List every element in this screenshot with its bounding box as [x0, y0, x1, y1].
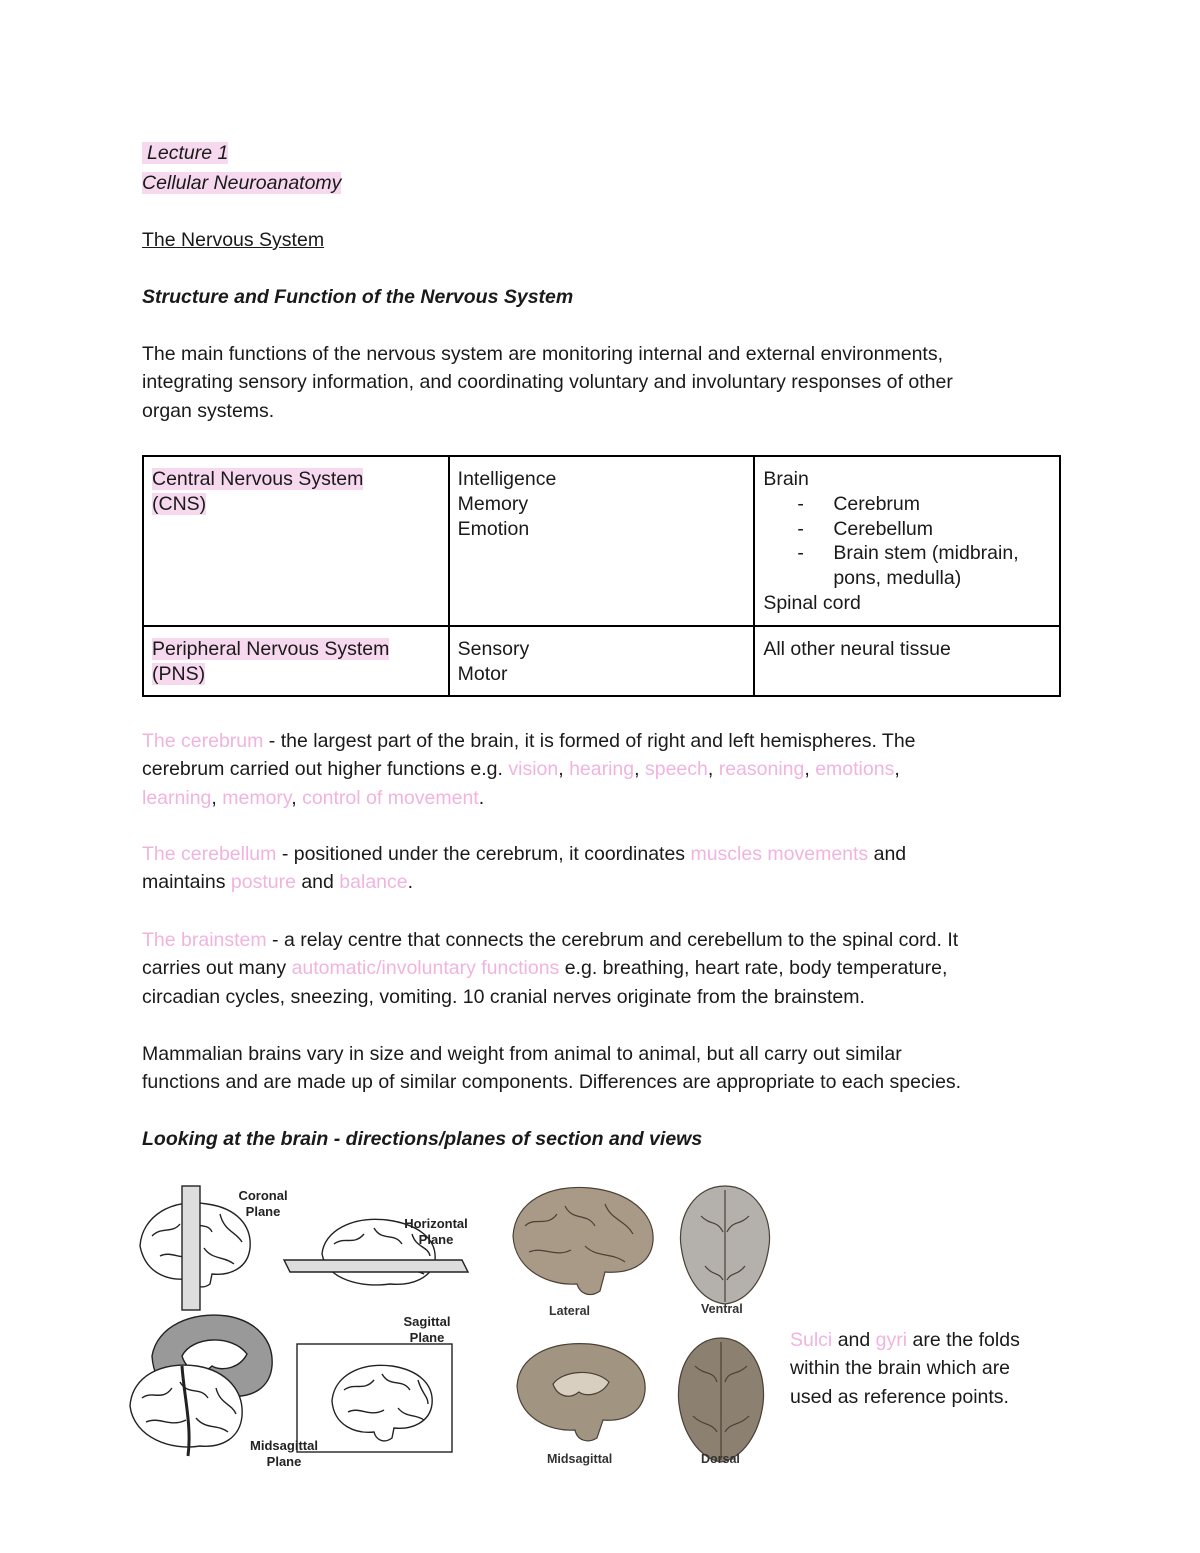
pns-functions-cell: Sensory Motor	[449, 626, 755, 696]
list-item: - Cerebrum	[797, 492, 921, 515]
section-title: The Nervous System	[142, 229, 325, 251]
midsagittal-view-label: Midsagittal	[547, 1452, 613, 1466]
dorsal-view-label: Dorsal	[701, 1452, 740, 1466]
mammalian-paragraph: Mammalian brains vary in size and weight from animal to animal, but all carry out similar functions and are made up of similar components. Differences are appropriate to each species.	[142, 1043, 962, 1094]
cns-parts-cell: Brain - Cerebrum - Cerebellum - Brain stem (midbrain, pons, medulla) Spinal cord	[754, 456, 1060, 626]
table-row-pns	[143, 626, 1060, 696]
coronal-plane-label: Coronal Plane	[238, 1188, 288, 1219]
brain-views-photos	[505, 1176, 785, 1476]
pns-name-cell: Peripheral Nervous System (PNS)	[143, 626, 449, 696]
cerebrum-paragraph: The cerebrum - the largest part of the brain, it is formed of right and left hemispheres. The cerebrum carried out higher functions e.g. vision, hearing, speech, reasoning, emotions, learning, memory, control of movement.	[142, 730, 916, 809]
cns-functions-cell: Intelligence Memory Emotion	[449, 456, 755, 626]
ventral-view-label: Ventral	[701, 1302, 743, 1316]
pns-parts-cell: All other neural tissue	[754, 626, 1060, 696]
heading-brain-views: Looking at the brain - directions/planes of section and views	[142, 1128, 703, 1150]
brain-views-figure	[505, 1176, 785, 1476]
table-row-cns	[143, 456, 1060, 626]
lateral-view-label: Lateral	[549, 1304, 590, 1318]
lecture-subtitle: Cellular Neuroanatomy	[142, 172, 342, 194]
brainstem-paragraph: The brainstem - a relay centre that connects the cerebrum and cerebellum to the spinal cord. It carries out many automatic/involuntary functions e.g. breathing, heart rate, body temperature, circadian cycles, sneezing, vomiting. 10 cranial nerves originate from the brainstem.	[142, 929, 959, 1008]
list-item: - Brain stem (midbrain,	[797, 542, 1019, 565]
heading-structure-function: Structure and Function of the Nervous System	[142, 286, 574, 308]
cns-name-cell: Central Nervous System (CNS)	[143, 456, 449, 626]
horizontal-plane-label: Horizontal Plane	[404, 1216, 468, 1247]
sagittal-plane-label: Sagittal Plane	[403, 1314, 451, 1345]
cerebellum-paragraph: The cerebellum - positioned under the cerebrum, it coordinates muscles movements and maintains posture and balance.	[142, 843, 907, 894]
nervous-system-table	[142, 455, 1061, 697]
intro-paragraph: The main functions of the nervous system are monitoring internal and external environments, integrating sensory information, and coordinating voluntary and involuntary responses of other organ systems.	[142, 343, 953, 422]
midsagittal-plane-label: Midsagittal Plane	[250, 1438, 318, 1469]
sulci-gyri-note: Sulci and gyri are the folds within the brain which are used as reference points.	[790, 1329, 1020, 1408]
list-item: pons, medulla)	[833, 567, 962, 590]
lecture-number: Lecture 1	[142, 139, 228, 167]
planes-of-section-figure	[112, 1176, 482, 1476]
list-item: - Cerebellum	[797, 517, 934, 540]
